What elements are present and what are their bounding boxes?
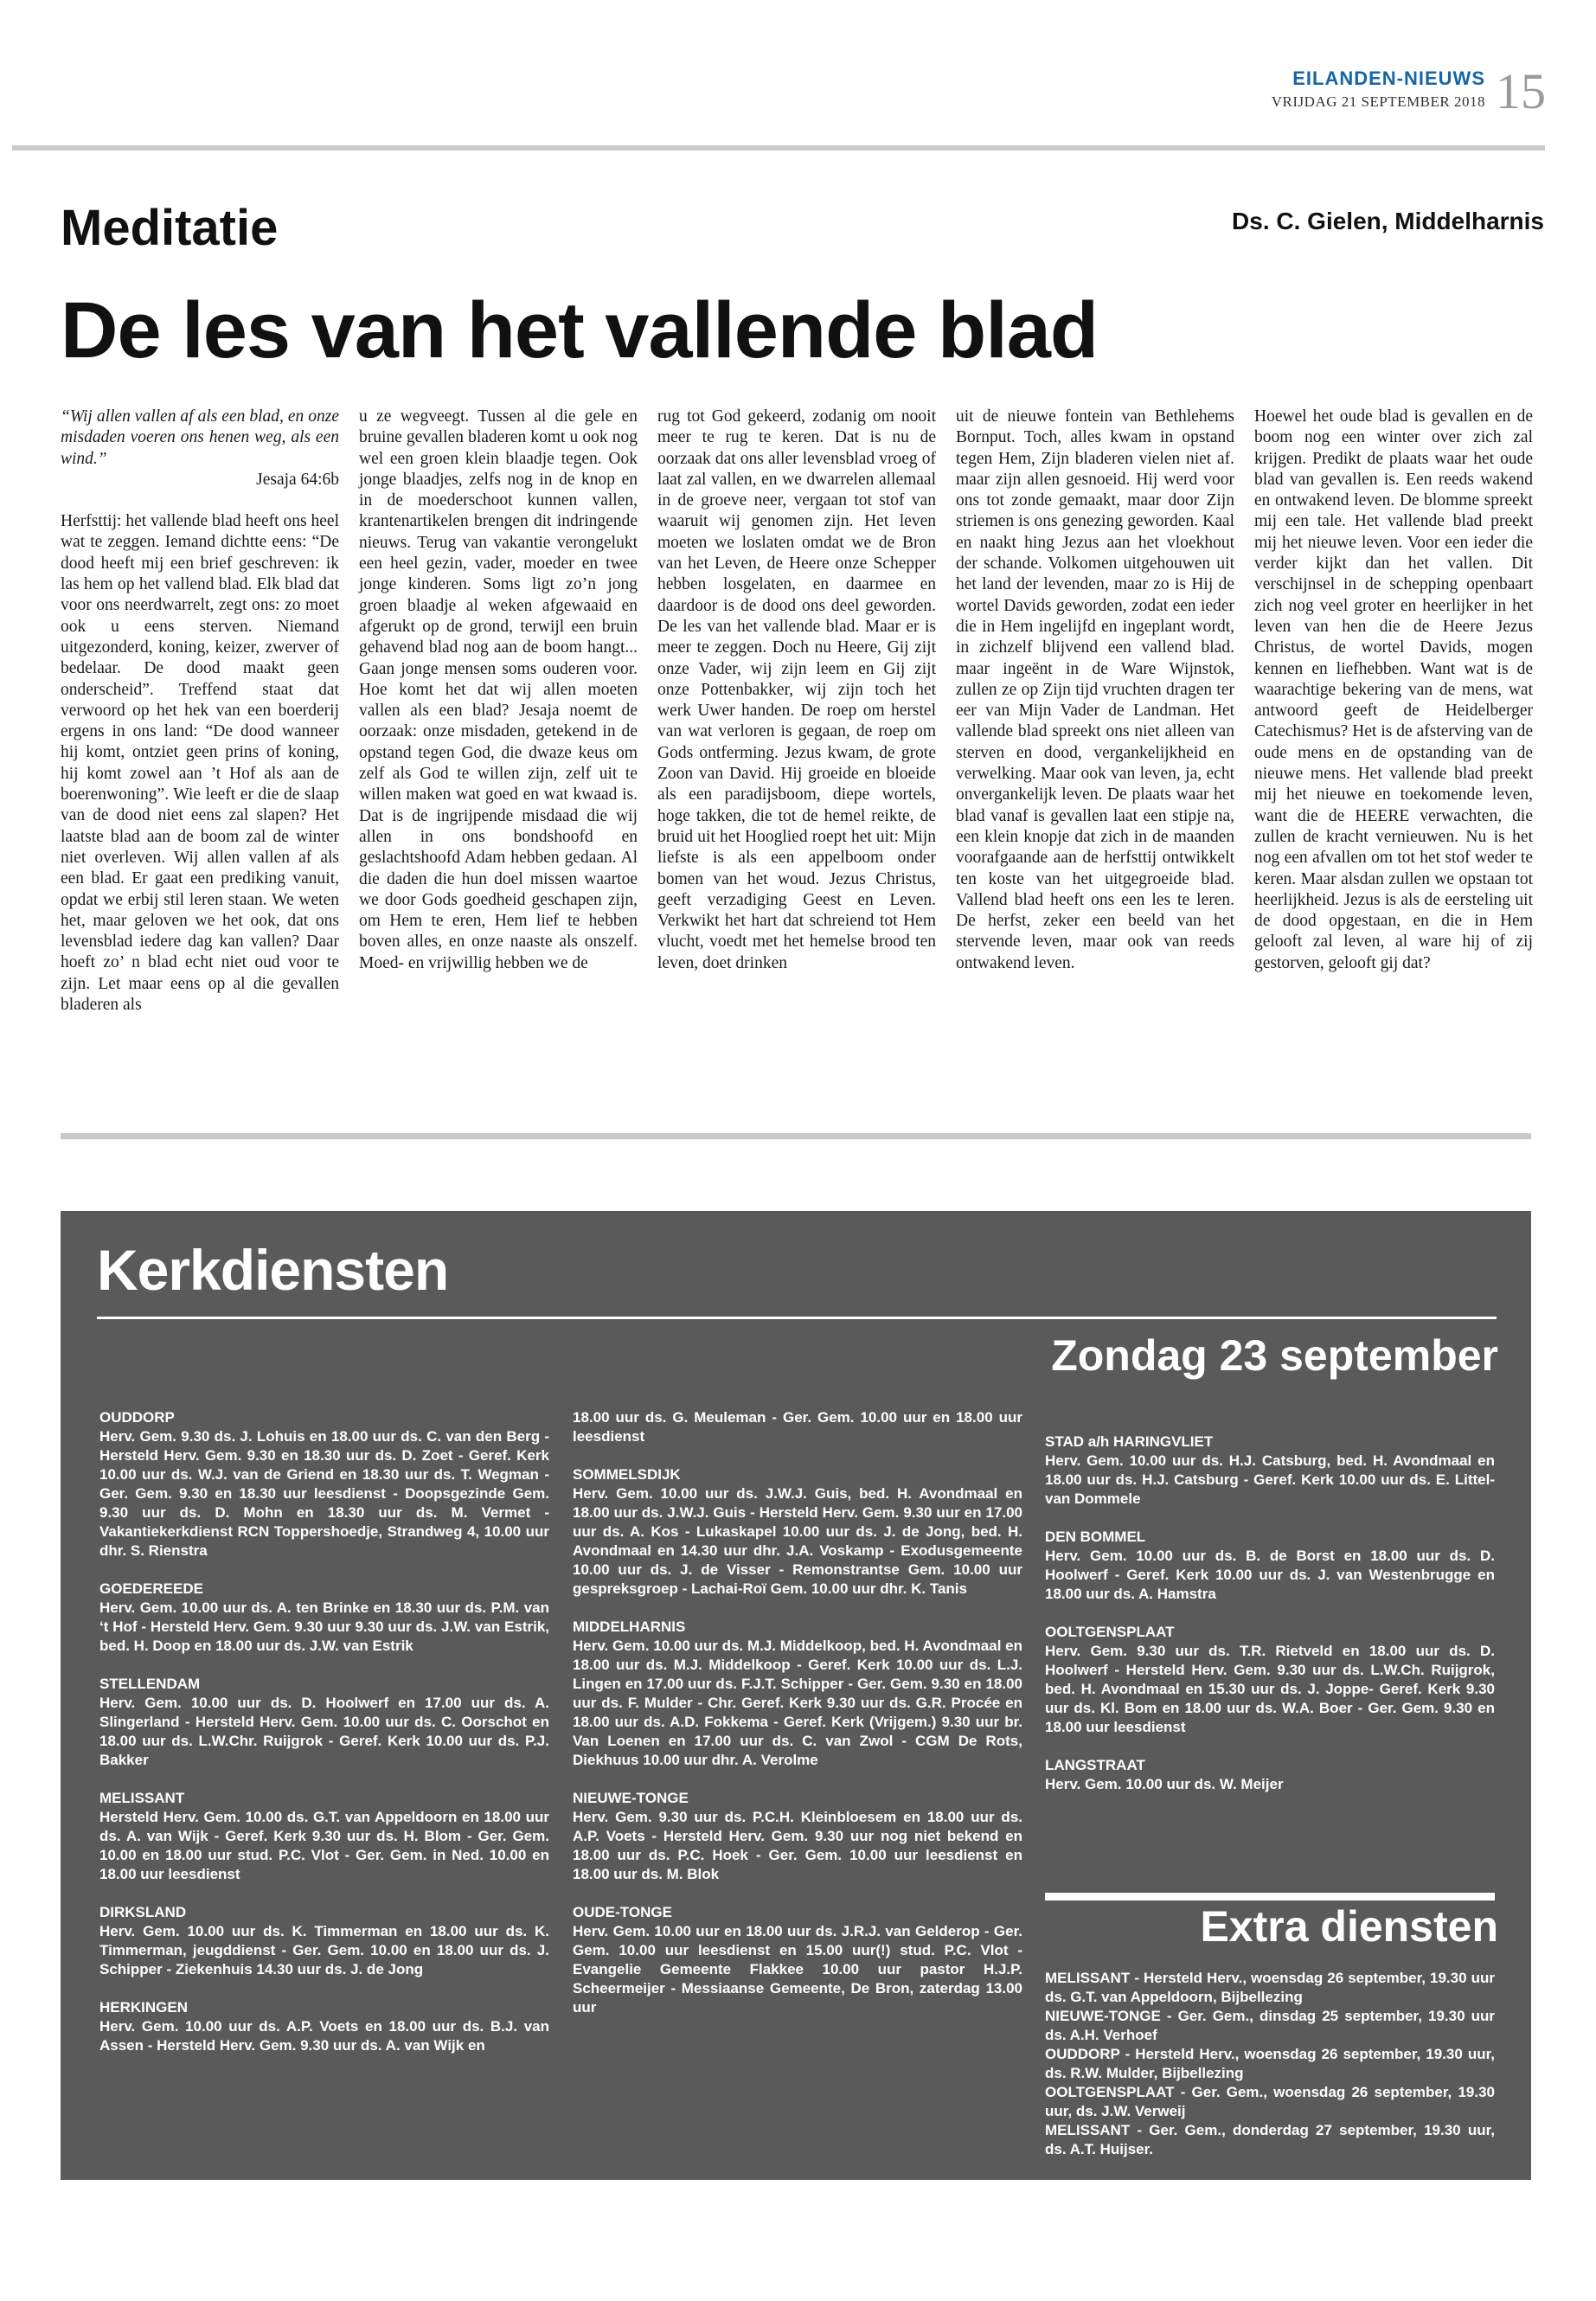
service-text: Herv. Gem. 10.00 uur ds. K. Timmerman en 18.00 uur ds. K. Timmerman, jeugddienst - Ger. Gem. 10.00 en 18.00 uur ds. J. Schipper - Ziekenhuis 14.30 uur ds. J. de Jong bbox=[99, 1923, 549, 1977]
service-place: DEN BOMMEL bbox=[1045, 1529, 1146, 1545]
service-text: Herv. Gem. 10.00 uur ds. W. Meijer bbox=[1045, 1776, 1284, 1792]
service-text: Herv. Gem. 10.00 uur ds. H.J. Catsburg, bed. H. Avondmaal en 18.00 uur ds. H.J. Catsburg - Geref. Kerk 10.00 uur ds. E. Littel-van Dommele bbox=[1045, 1452, 1495, 1507]
service-text: Herv. Gem. 9.30 uur ds. P.C.H. Kleinbloesem en 18.00 uur ds. A.P. Voets - Hersteld Herv. Gem. 9.30 uur nog niet bekend en 18.00 uur ds. P.C. Hoek - Ger. Gem. 10.00 uur leesdienst en 18.00 uur ds. M. Blok bbox=[573, 1809, 1022, 1882]
service-text: Herv. Gem. 10.00 uur ds. A. ten Brinke en 18.30 uur ds. P.M. van ‘t Hof - Hersteld Herv. Gem. 9.30 uur 9.30 uur ds. J.W. van Estrik, bed. H. Doop en 18.00 uur ds. J.W. van Estrik bbox=[99, 1599, 549, 1654]
service-place: HERKINGEN bbox=[99, 1999, 189, 2016]
service-text: Herv. Gem. 10.00 uur en 18.00 uur ds. J.R.J. van Gelderop - Ger. Gem. 10.00 uur leesdienst en 15.00 uur(!) stud. P.C. Vlot - Evangelie Gemeente Flakkee 10.00 uur pastor H.J.P. Scheermeijer - Messiaanse Gemeente, De Bron, zaterdag 13.00 uur bbox=[573, 1923, 1022, 2016]
service-listing bbox=[1045, 1756, 1495, 1794]
service-place: GOEDEREEDE bbox=[99, 1580, 203, 1597]
service-listing bbox=[573, 1465, 1022, 1599]
service-listing bbox=[99, 1998, 549, 2055]
service-place: OOLTGENSPLAAT bbox=[1045, 1624, 1175, 1640]
service-listing bbox=[573, 1408, 1022, 1446]
service-place: DIRKSLAND bbox=[99, 1904, 187, 1920]
extra-diensten-title: Extra diensten bbox=[1200, 1902, 1498, 1951]
kerkdiensten-title: Kerkdiensten bbox=[97, 1238, 449, 1302]
service-place: STELLENDAM bbox=[99, 1676, 201, 1692]
extra-service-item: NIEUWE-TONGE - Ger. Gem., dinsdag 25 september, 19.30 uur ds. A.H. Verhoef bbox=[1045, 2008, 1495, 2043]
service-listing bbox=[573, 1789, 1022, 1884]
service-listing bbox=[99, 1675, 549, 1770]
article-headline: De les van het vallende blad bbox=[61, 286, 1099, 375]
service-place: LANGSTRAAT bbox=[1045, 1757, 1145, 1773]
article-column-4 bbox=[956, 407, 1234, 974]
service-listing bbox=[99, 1789, 549, 1884]
article-column-5 bbox=[1254, 407, 1533, 974]
service-listing bbox=[573, 1903, 1022, 2017]
service-text: Herv. Gem. 10.00 uur ds. D. Hoolwerf en 17.00 uur ds. A. Slingerland - Hersteld Herv. Gem. 10.00 uur ds. C. Oorschot en 18.00 uur ds. L.W.Chr. Ruijgrok - Geref. Kerk 10.00 uur ds. P.J. Bakker bbox=[99, 1695, 549, 1768]
service-text: Herv. Gem. 10.00 uur ds. A.P. Voets en 18.00 uur ds. B.J. van Assen - Hersteld Herv. Gem. 9.30 uur ds. A. van Wijk en bbox=[99, 2018, 549, 2054]
service-place: SOMMELSDIJK bbox=[573, 1466, 681, 1483]
masthead bbox=[0, 0, 1596, 151]
service-listing bbox=[99, 1580, 549, 1656]
service-text: Herv. Gem. 9.30 uur ds. T.R. Rietveld en 18.00 uur ds. D. Hoolwerf - Hersteld Herv. Gem. 9.30 uur ds. L.W.Ch. Ruijgrok, bed. H. Avondmaal en 15.30 uur ds. J. Joppe- Geref. Kerk 9.30 uur ds. Kl. Bom en 18.00 uur ds. W.A. Boer - Ger. Gem. 9.30 en 18.00 uur leesdienst bbox=[1045, 1643, 1495, 1735]
article-text: Hoewel het oude blad is gevallen en de boom nog een winter over zich zal krijgen. Predikt de plaats waar het oude blad van gevallen is. Een reeds wakend en ontwakend leven. De blomme spreekt mij een tale. Het vallende blad preekt mij het nieuwe leven. Voor een ieder die verder kijkt dan het vallen. Dit verschijnsel in de schepping openbaart zich nog veel groter en heerlijker in het leven van hen die de Heere Jezus Christus, de wortel Davids, mogen kennen en liefhebben. Want wat is de waarachtige bekering van de mens, wat antwoord geeft de Heidelberger Catechismus? Het is de afsterving van de oude mens en de opstanding van de nieuwe mens. Het vallende blad preekt mij het nieuwe en toekomende leven, want die de HEERE verwachten, die zullen de kracht vernieuwen. Nu is het nog een afvallen om tot het stof weder te keren. Maar alsdan zullen we opstaan tot heerlijkheid. Jezus is als de eersteling uit de dood opgestaan, en die in Hem gelooft zal leven, al ware hij of zij gestorven, gelooft gij dat? bbox=[1254, 407, 1533, 972]
service-listing bbox=[1045, 1623, 1495, 1737]
kerkdiensten-date-heading: Zondag 23 september bbox=[1051, 1331, 1498, 1380]
service-place: OUDE-TONGE bbox=[573, 1904, 672, 1920]
kerkdiensten-column-1 bbox=[99, 1408, 549, 2074]
kerkdiensten-column-2 bbox=[573, 1408, 1022, 2036]
kerkdiensten-column-3 bbox=[1045, 1433, 1495, 1813]
kerkdiensten-rule bbox=[97, 1317, 1497, 1319]
service-text: Herv. Gem. 10.00 uur ds. J.W.J. Guis, bed. H. Avondmaal en 18.00 uur ds. J.W.J. Guis - Hersteld Herv. Gem. 9.30 uur en 17.00 uur ds. A. Kos - Lukaskapel 10.00 uur ds. J. de Jong, bed. H. Avondmaal en 14.30 uur dhr. J.A. Voskamp - Exodusgemeente 10.00 uur ds. J. de Visser - Remonstrantse Gem. 10.00 uur gespreksgroep - Lachai-Roï Gem. 10.00 uur dhr. K. Tanis bbox=[573, 1485, 1022, 1597]
article-author: Ds. C. Gielen, Middelharnis bbox=[1232, 208, 1544, 234]
service-listing bbox=[1045, 1528, 1495, 1604]
service-listing bbox=[99, 1903, 549, 1979]
service-text: Herv. Gem. 9.30 ds. J. Lohuis en 18.00 uur ds. C. van den Berg - Hersteld Herv. Gem. 9.30 en 18.30 uur ds. D. Zoet - Geref. Kerk 10.00 uur ds. W.J. van de Griend en 18.30 uur ds. T. Wegman - Ger. Gem. 9.30 en 18.30 uur leesdienst - Doopsgezinde Gem. 9.30 uur ds. D. Mohn en 18.30 uur ds. M. Vermet - Vakantiekerkdienst RCN Toppershoedje, Strandweg 4, 10.00 uur dhr. S. Rienstra bbox=[99, 1428, 549, 1559]
service-place: MELISSANT bbox=[99, 1790, 185, 1806]
extra-diensten-list bbox=[1045, 1969, 1495, 2159]
page-number: 15 bbox=[1496, 63, 1546, 119]
service-listing bbox=[99, 1408, 549, 1561]
service-text: Herv. Gem. 10.00 uur ds. M.J. Middelkoop, bed. H. Avondmaal en 18.00 uur ds. M.J. Middelkoop - Geref. Kerk 10.00 uur ds. L.J. Lingen en 17.00 uur ds. F.J.T. Schipper - Ger. Gem. 9.30 en 18.00 uur ds. F. Mulder - Chr. Geref. Kerk 9.30 uur ds. G.R. Procée en 18.00 uur ds. A.D. Fokkema - Geref. Kerk (Vrijgem.) 9.30 uur br. Van Loenen en 17.00 uur ds. C. van Zwol - CGM De Rots, Diekhuus 10.00 uur dhr. A. Verolme bbox=[573, 1638, 1022, 1768]
article-text: u ze wegveegt. Tussen al die gele en bruine gevallen bladeren komt u ook nog wel een groen klein blaadje tegen. Ook jonge blaadjes, zelfs nog in de knop en in de moederschoot kunnen vallen, krantenartikelen brengen dit indringende nieuws. Terug van vakantie verongelukt een heel gezin, vader, moeder en twee jonge kinderen. Soms ligt zo’n jong groen blaadje al weken afgewaaid en afgerukt op de grond, terwijl een bruin gehavend blad nog aan de boom hangt... Gaan jonge mensen soms ouderen voor. Hoe komt het dat wij allen moeten vallen als een blad? Jesaja noemt de oorzaak: onze misdaden, getekend in de opstand tegen God, die dwaze keus om zelf als God te willen zijn, zelf uit te willen maken wat goed en wat kwaad is. Dat is de ingrijpende misdaad die wij allen in ons bondshoofd en geslachtshoofd Adam hebben gedaan. Al die daden die hun doel missen waartoe we door Gods goedheid geschapen zijn, om Hem te eren, Hem lief te hebben boven alles, en onze naaste als onszelf. Moed- en vrijwillig hebben we de bbox=[359, 407, 638, 972]
service-text: Herv. Gem. 10.00 uur ds. B. de Borst en 18.00 uur ds. D. Hoolwerf - Geref. Kerk 10.00 uur ds. J. van Westenbrugge en 18.00 uur ds. A. Hamstra bbox=[1045, 1548, 1495, 1602]
extra-service-item: OUDDORP - Hersteld Herv., woensdag 26 september, 19.30 uur, ds. R.W. Mulder, Bijbellezing bbox=[1045, 2046, 1495, 2081]
service-listing bbox=[1045, 1433, 1495, 1509]
service-listing bbox=[573, 1618, 1022, 1770]
article-column-1 bbox=[61, 407, 339, 1016]
article-column-3 bbox=[657, 407, 936, 974]
service-text: 18.00 uur ds. G. Meuleman - Ger. Gem. 10.00 uur en 18.00 uur leesdienst bbox=[573, 1409, 1022, 1445]
extra-service-item: MELISSANT - Ger. Gem., donderdag 27 september, 19.30 uur, ds. A.T. Huijser. bbox=[1045, 2122, 1495, 2157]
article-quote-reference: Jesaja 64:6b bbox=[256, 470, 339, 489]
section-label: Meditatie bbox=[61, 200, 279, 256]
extra-service-item: MELISSANT - Hersteld Herv., woensdag 26 september, 19.30 uur ds. G.T. van Appeldoorn, Bijbellezing bbox=[1045, 1970, 1495, 2005]
top-divider bbox=[12, 145, 1545, 151]
article-text: uit de nieuwe fontein van Bethlehems Bornput. Toch, alles kwam in opstand tegen Hem, Zijn bladeren vielen niet af. maar zijn allen gesnoeid. Hij werd voor ons tot zonde gemaakt, maar door Zijn striemen is ons genezing geworden. Kaal en naakt hing Jezus aan het vloekhout der schande. Volkomen uitgehouwen uit het land der levenden, maar zo is Hij de wortel Davids geworden, zodat een ieder die in Hem ingelijfd en ingeplant wordt, in zichzelf blijvend een vallend blad. maar ingeënt in de Ware Wijnstok, zullen ze op Zijn tijd vruchten dragen ter eer van Mijn Vader de Landman. Het vallende blad spreekt ons niet alleen van sterven en dood, vergankelijkheid en verwelking. Maar ook van leven, ja, echt onvergankelijk leven. De plaats waar het blad vanaf is gevallen laat een stipje na, een klein knopje dat zich in de maanden voorafgaande aan de herfsttij ontwikkelt ten koste van het uitgegroeide blad. Vallend blad heeft ons een les te leren. De herfst, zeker een beeld van het stervende leven, maar ook van reeds ontwakend leven. bbox=[956, 407, 1234, 972]
service-place: OUDDORP bbox=[99, 1409, 175, 1426]
section-divider bbox=[61, 1133, 1531, 1139]
article-quote: “Wij allen vallen af als een blad, en onze misdaden voeren ons henen weg, als een wind.” bbox=[61, 407, 339, 468]
service-place: STAD a/h HARINGVLIET bbox=[1045, 1433, 1214, 1450]
service-place: MIDDELHARNIS bbox=[573, 1618, 686, 1635]
article-text: rug tot God gekeerd, zodanig om nooit meer te rug te keren. Dat is nu de oorzaak dat ons aller levensblad vroeg of laat zal vallen, en we dwarrelen allemaal in de groeve neer, vergaan tot stof van waaruit wij genomen zijn. Het leven moeten we loslaten omdat we de Bron van het Leven, de Heere onze Schepper hebben losgelaten, en daarmee en daardoor is de dood ons deel geworden. De les van het vallende blad. Maar er is meer te zeggen. Doch nu Heere, Gij zijt onze Vader, wij zijn leem en Gij zijt onze Pottenbakker, wij zijn toch het werk Uwer handen. De roep om herstel van wat verloren is gegaan, de roep om Gods ontferming. Jezus kwam, de grote Zoon van David. Hij groeide en bloeide als een paradijsboom, diepe wortels, hoge takken, die tot de hemel reikte, de bruid uit het Hooglied roept het uit: Mijn liefste is als een appelboom onder bomen van het woud. Jezus Christus, geeft verzadiging Geest en Leven. Verkwikt het hart dat schreiend tot Hem vlucht, voedt met het hemelse brood ten leven, doet drinken bbox=[657, 407, 936, 972]
article-column-2 bbox=[359, 407, 638, 974]
extra-service-item: OOLTGENSPLAAT - Ger. Gem., woensdag 26 september, 19.30 uur, ds. J.W. Verweij bbox=[1045, 2084, 1495, 2119]
kerkdiensten-panel bbox=[61, 1211, 1531, 2180]
service-text: Hersteld Herv. Gem. 10.00 ds. G.T. van Appeldoorn en 18.00 uur ds. A. van Wijk - Geref. Kerk 9.30 uur ds. H. Blom - Ger. Gem. 10.00 en 18.00 uur stud. P.C. Vlot - Ger. Gem. in Ned. 10.00 en 18.00 uur leesdienst bbox=[99, 1809, 549, 1882]
issue-date: VRIJDAG 21 SEPTEMBER 2018 bbox=[1271, 93, 1485, 110]
service-place: NIEUWE-TONGE bbox=[573, 1790, 689, 1806]
article-text: Herfsttij: het vallende blad heeft ons heel wat te zeggen. Iemand dichtte eens: “De dood heeft mij een brief geschreven: ik las hem op het vallend blad. Elk blad dat voor ons neerdwarrelt, zegt ons: zo moet ook u eens sterven. Niemand uitgezonderd, koning, keizer, zwerver of bedelaar. De dood maakt geen onderscheid”. Treffend staat dat verwoord op het hek van een boerderij ergens in ons land: “De dood wanneer hij komt, ontziet geen prins of koning, hij komt zowel aan ’t Hof als aan de boerenwoning”. Wie leeft er die de slaap van de dood niet eens zal slapen? Het laatste blad aan de boom zal de winter niet overleven. Wij allen vallen af als een blad. Er gaat een prediking vanuit, opdat we erbij stil leren staan. We weten het, maar geloven we het ook, dat ons levensblad iedere dag kan vallen? Daar hoeft zo’ n blad echt niet oud voor te zijn. Let maar eens op al die gevallen bladeren als bbox=[61, 512, 339, 1015]
brand-logo: EILANDEN-NIEUWS bbox=[1292, 67, 1485, 89]
extra-diensten-rule bbox=[1045, 1893, 1495, 1900]
